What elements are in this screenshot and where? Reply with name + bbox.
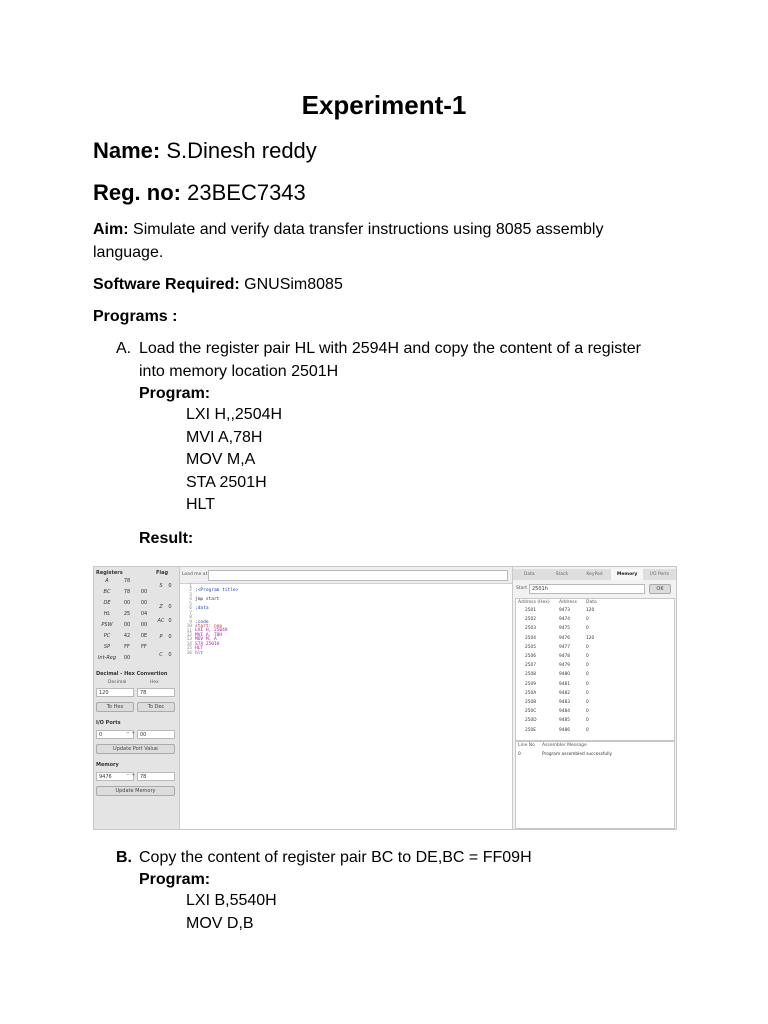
right-panel — [513, 567, 676, 829]
table-cell: 9485 — [559, 718, 570, 724]
memory-title: Memory — [96, 762, 119, 768]
table-cell: 2503 — [525, 626, 536, 632]
left-panel — [94, 567, 180, 829]
part-a-text — [139, 337, 641, 383]
table-cell: 2505 — [525, 644, 536, 650]
start-input[interactable]: 2501h — [529, 584, 645, 594]
table-cell: 9486 — [559, 727, 570, 733]
part-a-code-block — [186, 404, 282, 517]
code-line: LXI H,,2504H — [186, 406, 283, 423]
table-cell: 9478 — [559, 654, 570, 659]
part-b-marker: B. — [116, 849, 132, 866]
table-cell: 0 — [586, 690, 589, 696]
table-cell: 250A — [525, 690, 537, 696]
table-cell: 0 — [586, 727, 589, 733]
table-cell: 0 — [586, 644, 589, 650]
aim-text-line2: language. — [93, 244, 164, 261]
table-row[interactable] — [525, 636, 606, 641]
line-numbers: 1 2 3 4 5 6 7 8 9 10 11 12 13 14 15 16 — [186, 584, 192, 656]
part-a-result-label: Result: — [139, 530, 194, 547]
table-cell: 0 — [586, 654, 589, 659]
registers-title: Registers — [96, 570, 123, 576]
message-row: 0 Program assembled successfully — [518, 752, 613, 757]
table-cell: 0 — [586, 626, 589, 632]
decimal-label: Decimal — [108, 680, 127, 685]
table-cell: 9477 — [559, 644, 570, 650]
table-row[interactable] — [525, 718, 606, 723]
table-cell: 2502 — [525, 617, 536, 623]
table-cell: 9481 — [559, 681, 570, 687]
table-cell: 2507 — [525, 663, 536, 669]
software-value: GNUSim8085 — [244, 276, 343, 293]
table-cell: 120 — [586, 608, 595, 613]
start-label: Start — [516, 586, 527, 591]
source-line: hlt — [195, 650, 204, 656]
register-row: BC 78 00 — [103, 589, 148, 595]
source-line: STA 2501H — [195, 641, 220, 647]
decimal-input[interactable]: 120 — [96, 688, 134, 697]
load-at-label: Load me at — [182, 572, 208, 577]
register-row: Int-Reg 00 — [97, 655, 131, 661]
to-hex-button[interactable]: To Hex — [96, 702, 134, 712]
tab-data[interactable]: Data — [523, 572, 535, 577]
tab-stack[interactable]: Stack — [555, 572, 569, 577]
table-cell: 250E — [525, 727, 536, 733]
flag-row: S 0 — [159, 583, 172, 589]
table-cell: 250D — [525, 718, 537, 724]
software-label: Software Required: — [93, 276, 240, 293]
update-port-button[interactable]: Update Port Value — [96, 744, 175, 754]
code-line: LXI B,5540H — [186, 892, 277, 909]
table-row[interactable] — [525, 645, 606, 650]
reg-value: 23BEC7343 — [187, 180, 306, 205]
io-value-input[interactable]: 00 — [137, 730, 175, 739]
messages-header: Line No Assembler Message — [518, 743, 587, 748]
table-row[interactable] — [525, 709, 606, 714]
table-cell: 2508 — [525, 672, 536, 678]
memory-table — [515, 598, 675, 741]
programs-heading: Programs : — [93, 308, 178, 325]
aim-text-line1: Simulate and verify data transfer instructions using 8085 assembly — [133, 221, 604, 238]
table-cell: 2504 — [525, 635, 536, 641]
table-cell: 250B — [525, 700, 537, 705]
register-row: HL 25 04 — [103, 611, 148, 617]
table-cell: 0 — [586, 617, 589, 623]
table-row[interactable] — [525, 728, 606, 733]
table-row[interactable] — [525, 626, 606, 631]
register-row: DE 00 00 — [103, 600, 148, 606]
memory-address-input[interactable]: 9476 — [96, 772, 134, 781]
aim-label: Aim: — [93, 221, 129, 238]
tab-memory[interactable]: Memory — [611, 569, 644, 580]
table-cell: 0 — [586, 709, 589, 715]
source-line: start: nop — [195, 623, 223, 629]
source-line: ;<Program title> — [195, 588, 239, 594]
load-at-input[interactable] — [208, 570, 508, 581]
update-memory-button[interactable]: Update Memory — [96, 786, 175, 796]
table-cell: 9484 — [559, 709, 570, 715]
register-row: A 78 — [105, 578, 131, 584]
table-row[interactable] — [525, 663, 606, 668]
reg-line — [93, 180, 306, 206]
table-cell: 9476 — [559, 635, 570, 641]
to-dec-button[interactable]: To Dec — [137, 702, 175, 712]
table-cell: 0 — [586, 718, 589, 724]
table-cell: 9475 — [559, 626, 570, 632]
part-a-text-line1: Load the register pair HL with 2594H and copy the content of a register — [139, 340, 641, 357]
tab-keypad[interactable]: KeyPad — [586, 572, 603, 577]
part-a-text-line2: into memory location 2501H — [139, 363, 339, 380]
memory-value-input[interactable]: 78 — [137, 772, 175, 781]
part-b-code-block — [186, 890, 277, 935]
document-title: Experiment-1 — [301, 90, 467, 120]
tab-i-o-ports[interactable]: I/O Ports — [650, 572, 670, 577]
table-cell: 120 — [586, 635, 595, 641]
stepper-icon[interactable]: − + — [126, 731, 135, 736]
flag-row: C 0 — [159, 652, 172, 658]
code-editor[interactable] — [180, 567, 513, 829]
source-line: jmp start — [195, 597, 220, 603]
assembler-messages — [515, 741, 675, 829]
hex-label: Hex — [150, 680, 159, 685]
part-b-text-line1: Copy the content of register pair BC to DE,BC = FF09H — [139, 849, 532, 866]
source-line: HLT — [195, 646, 204, 652]
table-row[interactable] — [525, 672, 606, 677]
editor-toolbar — [180, 567, 512, 584]
code-line: STA 2501H — [186, 473, 267, 491]
conversion-title: Decimal - Hex Convertion — [96, 671, 168, 677]
table-cell: 0 — [586, 700, 589, 705]
flag-row: Z 0 — [159, 604, 172, 610]
table-row[interactable] — [525, 682, 606, 687]
table-cell: 0 — [586, 681, 589, 687]
name-line — [93, 138, 317, 164]
table-row[interactable] — [525, 700, 606, 705]
table-cell: 250C — [525, 709, 537, 715]
part-a-marker: A. — [116, 340, 132, 357]
table-row[interactable] — [525, 608, 606, 613]
table-cell: 0 — [586, 663, 589, 669]
source-line: ;code — [195, 619, 209, 625]
register-row: SP FF FF — [103, 644, 147, 650]
io-ports-title: I/O Ports — [96, 720, 121, 726]
table-cell: 9482 — [559, 690, 570, 696]
source-code[interactable] — [195, 585, 238, 656]
table-cell: 9473 — [559, 608, 570, 613]
simulator-screenshot — [93, 566, 677, 830]
part-a-program-label: Program: — [139, 385, 211, 402]
code-line: MVI A,78H — [186, 428, 263, 446]
name-value: S.Dinesh reddy — [166, 138, 317, 163]
ok-button[interactable]: OK — [649, 584, 671, 594]
table-row[interactable] — [525, 617, 606, 622]
io-port-input[interactable]: 0 — [96, 730, 134, 739]
code-line: HLT — [186, 496, 216, 513]
memory-table-header: Address (Hex) Address Data — [518, 600, 597, 605]
stepper-icon[interactable]: − + — [126, 773, 135, 778]
part-b-program-label: Program: — [139, 871, 211, 888]
source-line: ;data — [195, 606, 209, 612]
source-line: LXI H, 2504H — [195, 628, 228, 634]
software-line — [93, 273, 343, 296]
register-row: PSW 00 00 — [101, 622, 148, 628]
reg-label: Reg. no: — [93, 180, 181, 205]
aim-paragraph — [93, 218, 603, 264]
name-label: Name: — [93, 138, 161, 163]
table-cell: 0 — [586, 672, 589, 678]
table-row[interactable] — [525, 654, 606, 659]
table-cell: 2501 — [525, 608, 536, 613]
flag-row: P 0 — [159, 634, 172, 640]
table-cell: 2509 — [525, 681, 536, 687]
table-cell: 9483 — [559, 700, 570, 705]
table-cell: 9479 — [559, 663, 570, 669]
tab-bar — [513, 569, 676, 580]
flag-row: AC 0 — [157, 618, 172, 624]
table-cell: 9474 — [559, 617, 570, 623]
hex-input[interactable]: 78 — [137, 688, 175, 697]
source-line: MOV M, A — [195, 637, 217, 643]
code-line: MOV M,A — [186, 451, 256, 468]
table-row[interactable] — [525, 691, 606, 696]
table-cell: 2506 — [525, 654, 536, 659]
table-cell: 9480 — [559, 672, 570, 678]
flag-title: Flag — [156, 570, 169, 576]
register-row: PC 42 0E — [103, 633, 148, 639]
source-line: MVI A, 78H — [195, 632, 223, 638]
code-line: MOV D,B — [186, 914, 254, 932]
